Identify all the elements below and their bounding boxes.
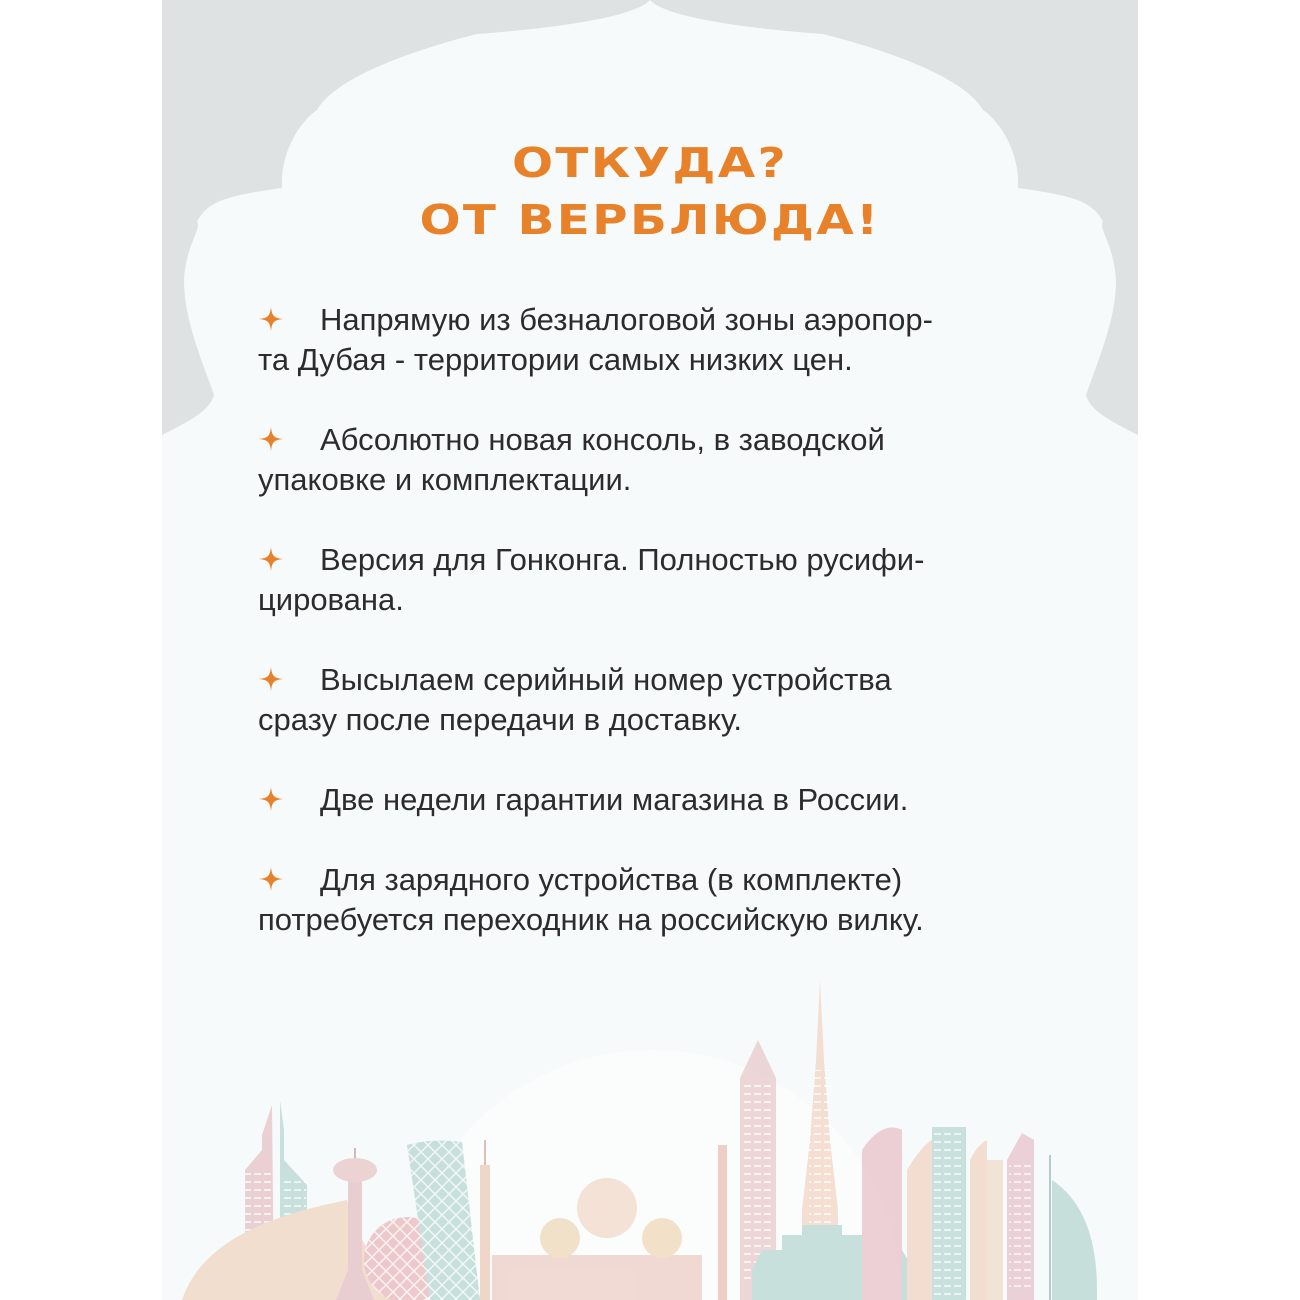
feature-item (258, 540, 1058, 620)
feature-text: Высылаем серийный номер устройства (320, 662, 892, 697)
feature-text: Напрямую из безналоговой зоны аэропор- (320, 302, 933, 337)
star-bullet-icon (258, 786, 284, 812)
feature-item (258, 660, 1058, 740)
feature-text: потребуется переходник на российскую вилку. (258, 902, 924, 937)
feature-text: Две недели гарантии магазина в России. (320, 782, 909, 817)
feature-text: Для зарядного устройства (в комплекте) (320, 862, 903, 897)
star-bullet-icon (258, 866, 284, 892)
city-skyline-illustration (162, 970, 1138, 1300)
feature-item (258, 780, 1058, 820)
promo-card (162, 0, 1138, 1300)
feature-text: цирована. (258, 582, 404, 617)
feature-item (258, 860, 1058, 940)
star-bullet-icon (258, 426, 284, 452)
title-line-2: ОТ ВЕРБЛЮДА! (419, 196, 881, 244)
feature-text: Абсолютно новая консоль, в заводской (320, 422, 885, 457)
star-bullet-icon (258, 666, 284, 692)
page-title (162, 135, 1138, 249)
feature-list (258, 300, 1058, 980)
feature-text: упаковке и комплектации. (258, 462, 632, 497)
feature-item (258, 300, 1058, 380)
feature-text: та Дубая - территории самых низких цен. (258, 342, 853, 377)
feature-item (258, 420, 1058, 500)
feature-text: сразу после передачи в доставку. (258, 702, 743, 737)
feature-text: Версия для Гонконга. Полностью русифи- (320, 542, 925, 577)
star-bullet-icon (258, 546, 284, 572)
title-line-1: ОТКУДА? (511, 139, 789, 187)
star-bullet-icon (258, 306, 284, 332)
